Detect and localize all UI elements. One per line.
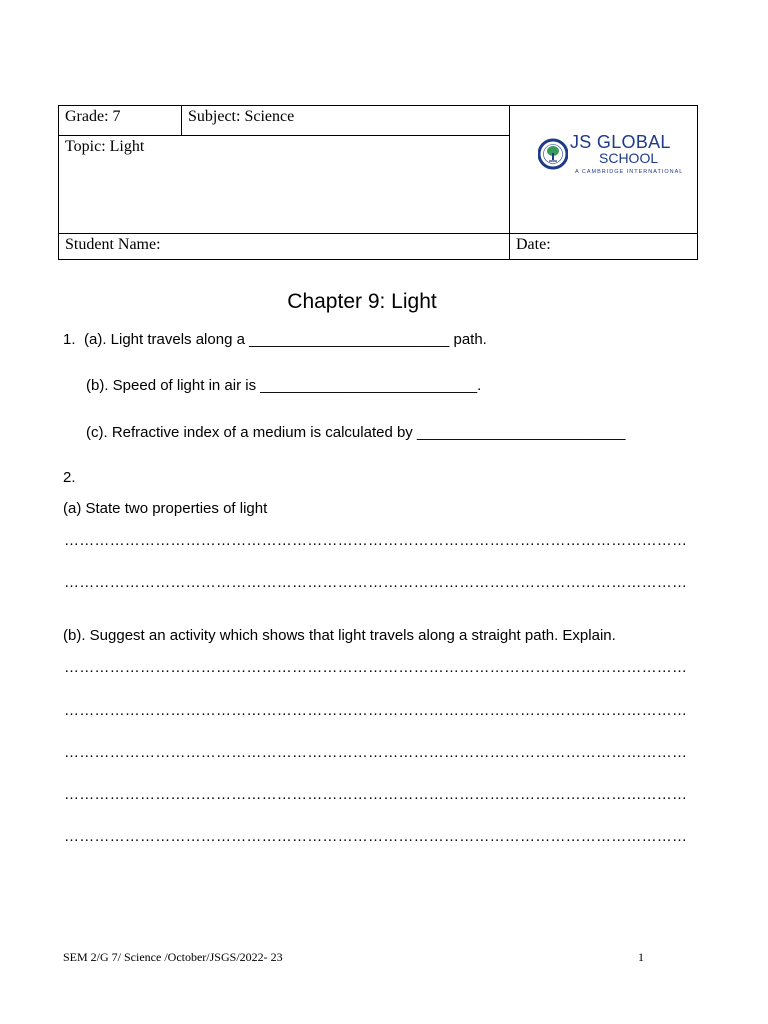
- answer-line: ……………………………………………………………………………………………………………: [64, 828, 688, 845]
- chapter-title: Chapter 9: Light: [287, 290, 437, 313]
- footer-code: SEM 2/G 7/ Science /October/JSGS/2022- 23: [63, 950, 283, 964]
- header-table: [58, 105, 698, 260]
- question-1b: (b). Speed of light in air is __________________________.: [86, 377, 482, 394]
- answer-line: ……………………………………………………………………………………………………………: [64, 532, 688, 549]
- subject-cell: Subject: Science: [182, 106, 509, 136]
- logo-title: JS GLOBAL: [570, 132, 671, 152]
- page-number: 1: [638, 950, 644, 964]
- question-2a: (a) State two properties of light: [63, 500, 268, 517]
- answer-line: ……………………………………………………………………………………………………………: [64, 744, 688, 761]
- question-1-number: 1.: [63, 331, 76, 348]
- logo-tagline: A CAMBRIDGE INTERNATIONAL: [575, 169, 684, 175]
- logo-subtitle: SCHOOL: [599, 150, 659, 166]
- answer-line: ……………………………………………………………………………………………………………: [64, 659, 688, 676]
- question-2-number: 2.: [63, 469, 76, 486]
- answer-line: ……………………………………………………………………………………………………………: [64, 702, 688, 719]
- student-name-cell: Student Name:: [59, 233, 509, 259]
- answer-line: ……………………………………………………………………………………………………………: [64, 786, 688, 803]
- question-2b: (b). Suggest an activity which shows that light travels along a straight path. Explain.: [63, 627, 616, 644]
- school-logo: [538, 132, 688, 184]
- school-emblem-icon: [538, 134, 568, 174]
- logo-cell: [509, 106, 697, 233]
- topic-cell: Topic: Light: [65, 138, 145, 155]
- question-1c: (c). Refractive index of a medium is calculated by _________________________: [86, 424, 626, 441]
- question-1a: (a). Light travels along a ________________________ path.: [84, 331, 487, 348]
- answer-line: ……………………………………………………………………………………………………………: [64, 574, 688, 591]
- date-cell: Date:: [509, 233, 697, 259]
- grade-cell: Grade: 7: [59, 106, 182, 136]
